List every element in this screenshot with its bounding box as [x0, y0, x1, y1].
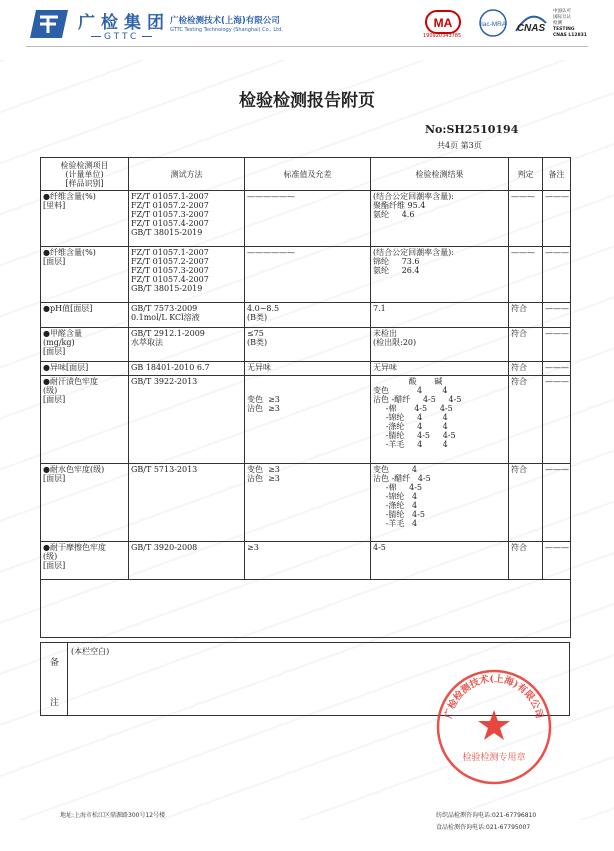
- cell-judge: 符合: [509, 376, 543, 464]
- cell-judge: ———: [509, 191, 543, 247]
- cell-note: ———: [543, 328, 571, 362]
- cell-result: 7.1: [371, 303, 509, 328]
- cell-method: GB/T 5713-2013: [129, 464, 245, 542]
- footer-food-phone: 食品检测咨询电话:021-67795007: [436, 824, 531, 831]
- company-name-cn: 广检检测技术(上海)有限公司: [170, 16, 280, 26]
- header-divider: [26, 46, 588, 47]
- document-title: 检验检测报告附页: [239, 91, 375, 111]
- footer-address: 地址:上海市松江区鼎源路300号12号楼: [60, 812, 166, 819]
- header-note: 备注: [543, 158, 571, 191]
- cell-standard: 变色 ≥3 沾色 ≥3: [245, 464, 371, 542]
- header-method: 测试方法: [129, 158, 245, 191]
- seal-bottom-text: 检验检测专用章: [462, 753, 526, 763]
- page-info: 共4页 第3页: [437, 141, 482, 150]
- table-header-row: [41, 158, 571, 191]
- cell-result: 酸 碱 变色 4 4 沾色 -醋纤 4-5 4-5 -棉 4-5 4-5 -锦纶 4 4 -涤纶 4 4 -腈纶 4-5 4-5 -羊毛 4 4: [371, 376, 509, 464]
- cell-result: 变色 4 沾色 -醋纤 4-5 -棉 4-5 -锦纶 4 -涤纶 4 -腈纶 4-5 -羊毛 4: [371, 464, 509, 542]
- cnas-accreditation-text: 中国认可 国际互认 检测 TESTING CNAS L12831: [553, 9, 587, 38]
- header-judge: 判定: [509, 158, 543, 191]
- footer-textile-phone: 纺织品检测咨询电话:021-67796810: [436, 812, 537, 819]
- table-row: [41, 303, 571, 328]
- company-name-en: GTTC Testing Technology (Shanghai) Co., Ltd.: [170, 27, 283, 33]
- cell-judge: 符合: [509, 464, 543, 542]
- cell-item: ●耐干摩擦色牢度 (级) [面层]: [41, 542, 129, 580]
- remarks-text: (本栏空白): [71, 647, 110, 656]
- cell-standard: 无异味: [245, 362, 371, 376]
- cell-item: ●纤维含量(%) [面层]: [41, 247, 129, 303]
- cell-judge: 符合: [509, 303, 543, 328]
- cell-note: ———: [543, 362, 571, 376]
- remarks-label: 备 注: [41, 643, 68, 715]
- cell-result: 未检出 (检出限:20): [371, 328, 509, 362]
- table-row: [41, 191, 571, 247]
- cell-standard: ——————: [245, 247, 371, 303]
- cell-item: ●纤维含量(%) [里料]: [41, 191, 129, 247]
- cell-standard: 变色 ≥3 沾色 ≥3: [245, 376, 371, 464]
- table-row: [41, 376, 571, 464]
- cell-item: ●耐水色牢度(级) [面层]: [41, 464, 129, 542]
- group-name: 广检集团: [78, 13, 170, 33]
- group-abbr: GTTC: [88, 32, 155, 42]
- cell-standard: ≥3: [245, 542, 371, 580]
- cell-note: ———: [543, 303, 571, 328]
- test-results-table: [40, 157, 571, 638]
- official-seal: [435, 668, 553, 786]
- table-row: [41, 328, 571, 362]
- seal-ring-text: 广检检测技术(上海)有限公司: [443, 673, 545, 720]
- cell-result: 无异味: [371, 362, 509, 376]
- table-row: [41, 247, 571, 303]
- cell-method: GB 18401-2010 6.7: [129, 362, 245, 376]
- cell-item: ●异味[面层]: [41, 362, 129, 376]
- cell-standard: 4.0~8.5 (B类): [245, 303, 371, 328]
- table-blank-row: [41, 580, 571, 638]
- cell-note: ———: [543, 542, 571, 580]
- table-row: [41, 542, 571, 580]
- cell-result: (结合公定回潮率含量): 聚酯纤维 95.4 氨纶 4.6: [371, 191, 509, 247]
- cell-judge: 符合: [509, 328, 543, 362]
- cell-note: ———: [543, 247, 571, 303]
- ma-mark-text: MA: [433, 16, 453, 30]
- blank-cell: [41, 580, 571, 638]
- table-row: [41, 464, 571, 542]
- cell-standard: ≤75 (B类): [245, 328, 371, 362]
- cell-note: ———: [543, 191, 571, 247]
- cell-item: ●甲醛含量 (mg/kg) [面层]: [41, 328, 129, 362]
- cell-method: FZ/T 01057.1-2007 FZ/T 01057.2-2007 FZ/T 01057.3-2007 FZ/T 01057.4-2007 GB/T 38015-2019: [129, 191, 245, 247]
- cell-method: GB/T 7573-2009 0.1mol/L KCl溶液: [129, 303, 245, 328]
- header-result: 检验检测结果: [371, 158, 509, 191]
- ilac-mark-text: ilac-MRA: [479, 21, 507, 28]
- cell-judge: ———: [509, 247, 543, 303]
- cell-method: FZ/T 01057.1-2007 FZ/T 01057.2-2007 FZ/T 01057.3-2007 FZ/T 01057.4-2007 GB/T 38015-2019: [129, 247, 245, 303]
- report-number: No:SH2510194: [425, 123, 519, 136]
- cell-method: GB/T 3920-2008: [129, 542, 245, 580]
- cell-note: ———: [543, 464, 571, 542]
- table-row: [41, 362, 571, 376]
- cell-result: (结合公定回潮率含量): 锦纶 73.6 氨纶 26.4: [371, 247, 509, 303]
- gttc-logo-icon: [28, 8, 70, 40]
- cell-standard: ——————: [245, 191, 371, 247]
- cell-judge: 符合: [509, 542, 543, 580]
- cell-note: ———: [543, 376, 571, 464]
- cell-method: GB/T 3922-2013: [129, 376, 245, 464]
- cell-method: GB/T 2912.1-2009 水萃取法: [129, 328, 245, 362]
- ilac-mra-icon: [475, 9, 511, 37]
- seal-star-icon: [478, 710, 510, 740]
- cma-number: 190920343785: [423, 33, 462, 39]
- cnas-mark-text: CNAS: [516, 23, 546, 34]
- cell-result: 4-5: [371, 542, 509, 580]
- header-standard: 标准值及允差: [245, 158, 371, 191]
- cell-judge: 符合: [509, 362, 543, 376]
- cell-item: ●pH值[面层]: [41, 303, 129, 328]
- cell-item: ●耐汗渍色牢度 (级) [面层]: [41, 376, 129, 464]
- cnas-icon: [512, 9, 550, 37]
- header-item: 检验检测项目 (计量单位) [样品识别]: [41, 158, 129, 191]
